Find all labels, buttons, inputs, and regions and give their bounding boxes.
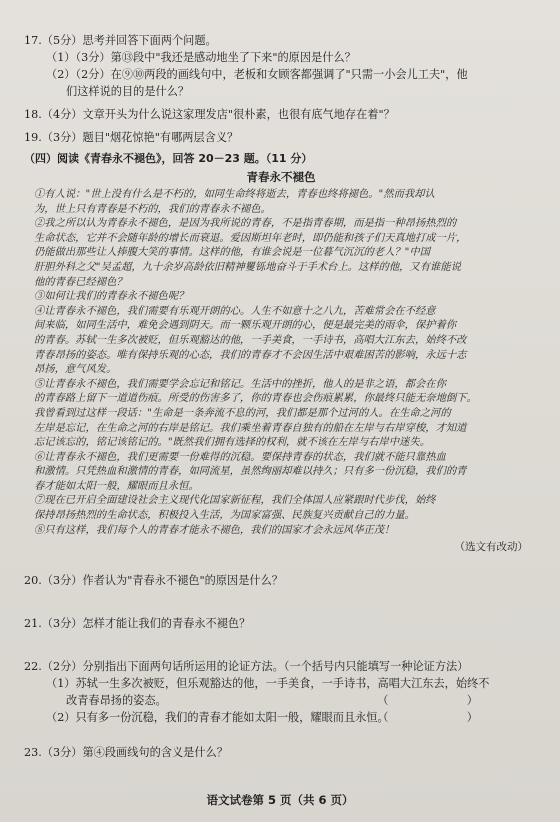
essay-line: ②我之所以认为青春永不褪色，是因为我所说的青春，不是指青春期，而是指一种昂扬热烈的 — [34, 217, 457, 230]
question-22-2 — [24, 709, 538, 726]
essay-line: 青春昂扬的姿态。唯有保持乐观的心态，我们的青春才不会因生活中艰难困苦的影响，永远十志 — [34, 348, 467, 361]
question-22-2-text: （2）只有多一份沉稳，我们的青春才能如太阳一般，耀眼而且永恒。 — [46, 711, 389, 725]
question-q17-1-line-0: （1）（3分）第⑬段中"我还是感动地坐了下来"的原因是什么？ — [46, 51, 356, 64]
essay-line: 仍能做出那些让人捧腹大笑的事情。这样的他，有谁会说是一位暮气沉沉的老人？"中国 — [34, 246, 431, 259]
question-q19-line-0: 19.（3分）题目"烟花惊艳"有哪两层含义？ — [24, 131, 239, 144]
question-q17-line-0: 17.（5分）思考并回答下面两个问题。 — [24, 34, 217, 47]
essay-line: 的青春。苏轼一生多次被贬，但乐观豁达的他，一手美食，一手诗书，高唱大江东去，始终不改 — [34, 333, 467, 346]
essay-line: 的青春路上留下一道道伤痕。所受的伤害多了，你的青春也会伤痕累累，你最终只能无奈地倒下。 — [34, 392, 477, 405]
essay-line: 间来临，如同生活中，难免会遇到阴天。而一颗乐观开朗的心，便是最完美的雨伞，保护着你 — [34, 319, 457, 332]
essay-line: 我曾看到过这样一段话："生命是一条奔流不息的河，我们都是那个过河的人。在生命之河的 — [34, 406, 451, 419]
question-22-1-text: 改青春昂扬的姿态。 — [66, 694, 167, 708]
essay-title: 青春永不褪色 — [246, 170, 316, 184]
essay-line: 肝胆外科之父"吴孟超，九十余岁高龄依旧精神矍铄地奋斗于手术台上。这样的他，又有谁能说 — [34, 260, 461, 273]
essay-line: 左岸是忘记，在生命之河的右岸是铭记。我们乘坐着青春自独有的船在左岸与右岸穿梭，才知道 — [34, 421, 467, 434]
answer-blank-22-2[interactable]: （ ） — [377, 711, 478, 725]
essay-line: 忘记该忘的，铭记该铭记的。"既然我们拥有选择的权利，就不该在左岸与右岸中迷失。 — [34, 436, 431, 449]
question-22-1-line1: （1）苏轼一生多次被贬，但乐观豁达的他，一手美食，一手诗书，高唱大江东去，始终不 — [46, 677, 490, 691]
question-22-1-line2 — [24, 692, 538, 709]
essay-line: ⑦现在已开启全面建设社会主义现代化国家新征程，我们全体国人应紧跟时代步伐，始终 — [34, 494, 436, 507]
essay-line: ④让青春永不褪色，我们需要有乐观开朗的心。人生不如意十之八九，苦难常会在不经意 — [34, 304, 436, 317]
essay-line: ⑧只有这样，我们每个人的青春才能永不褪色，我们的国家才会永远风华正茂！ — [34, 523, 395, 536]
essay-line: ⑤让青春永不褪色，我们需要学会忘记和铭记。生活中的挫折，他人的是非之语，都会在你 — [34, 377, 446, 390]
essay-line: 春才能如太阳一般，耀眼而且永恒。 — [34, 479, 199, 492]
section-heading: （四）阅读《青春永不褪色》，回答 20－23 题。（11 分） — [24, 152, 313, 165]
answer-blank-22-1[interactable]: （ ） — [377, 694, 478, 708]
question-q18-line-0: 18.（4分）文章开头为什么说这家理发店"很朴素，也很有底气地存在着"？ — [24, 108, 395, 121]
question-22: 22.（2分）分别指出下面两句话所运用的论证方法。（一个括号内只能填写一种论证方法） — [24, 660, 469, 674]
essay-line: ①有人说："世上没有什么是不朽的，如同生命终将逝去，青春也终将褪色。"然而我却认 — [34, 188, 435, 200]
questions-top — [24, 32, 538, 146]
question-21: 21.（3分）怎样才能让我们的青春永不褪色？ — [24, 617, 251, 631]
question-q17-2-line-1: 们这样说的目的是什么？ — [66, 85, 190, 98]
essay-line: 和激情。只凭热血和激情的青春，如同流星，虽然绚丽却难以持久；只有多一份沉稳，我们的青 — [34, 465, 467, 478]
essay-body — [24, 187, 538, 537]
question-20: 20.（3分）作者认为"青春永不褪色"的原因是什么？ — [24, 574, 283, 588]
essay-source-note: （选文有改动） — [454, 541, 528, 554]
essay-line: 保持昂扬热烈的生命状态，积极投入生活，为国家富强、民族复兴贡献自己的力量。 — [34, 509, 415, 522]
page-footer: 语文试卷第 5 页（共 6 页） — [206, 793, 354, 807]
essay-line: 昂扬，意气风发。 — [34, 363, 117, 376]
essay-line: 生命状态，它并不会随年龄的增长而衰退。爱因斯坦年老时，即仍能和孩子们天真地打成一片， — [34, 231, 467, 244]
essay-line: 为，世上只有青春是不朽的，我们的青春永不褪色。 — [34, 202, 271, 215]
essay-line: ⑥让青春永不褪色，我们更需要一份难得的沉稳。要保持青春的状态，我们就不能只靠热血 — [34, 450, 446, 463]
essay-line: 他的青春已经褪色？ — [34, 275, 127, 288]
question-q17-2-line-0: （2）（2分）在⑨⑩两段的画线句中，老板和女顾客都强调了"只需一小会儿工夫"，他 — [46, 68, 468, 81]
essay-line: ③如何让我们的青春永不褪色呢？ — [34, 290, 189, 303]
question-23: 23.（3分）第④段画线句的含义是什么？ — [24, 746, 228, 760]
